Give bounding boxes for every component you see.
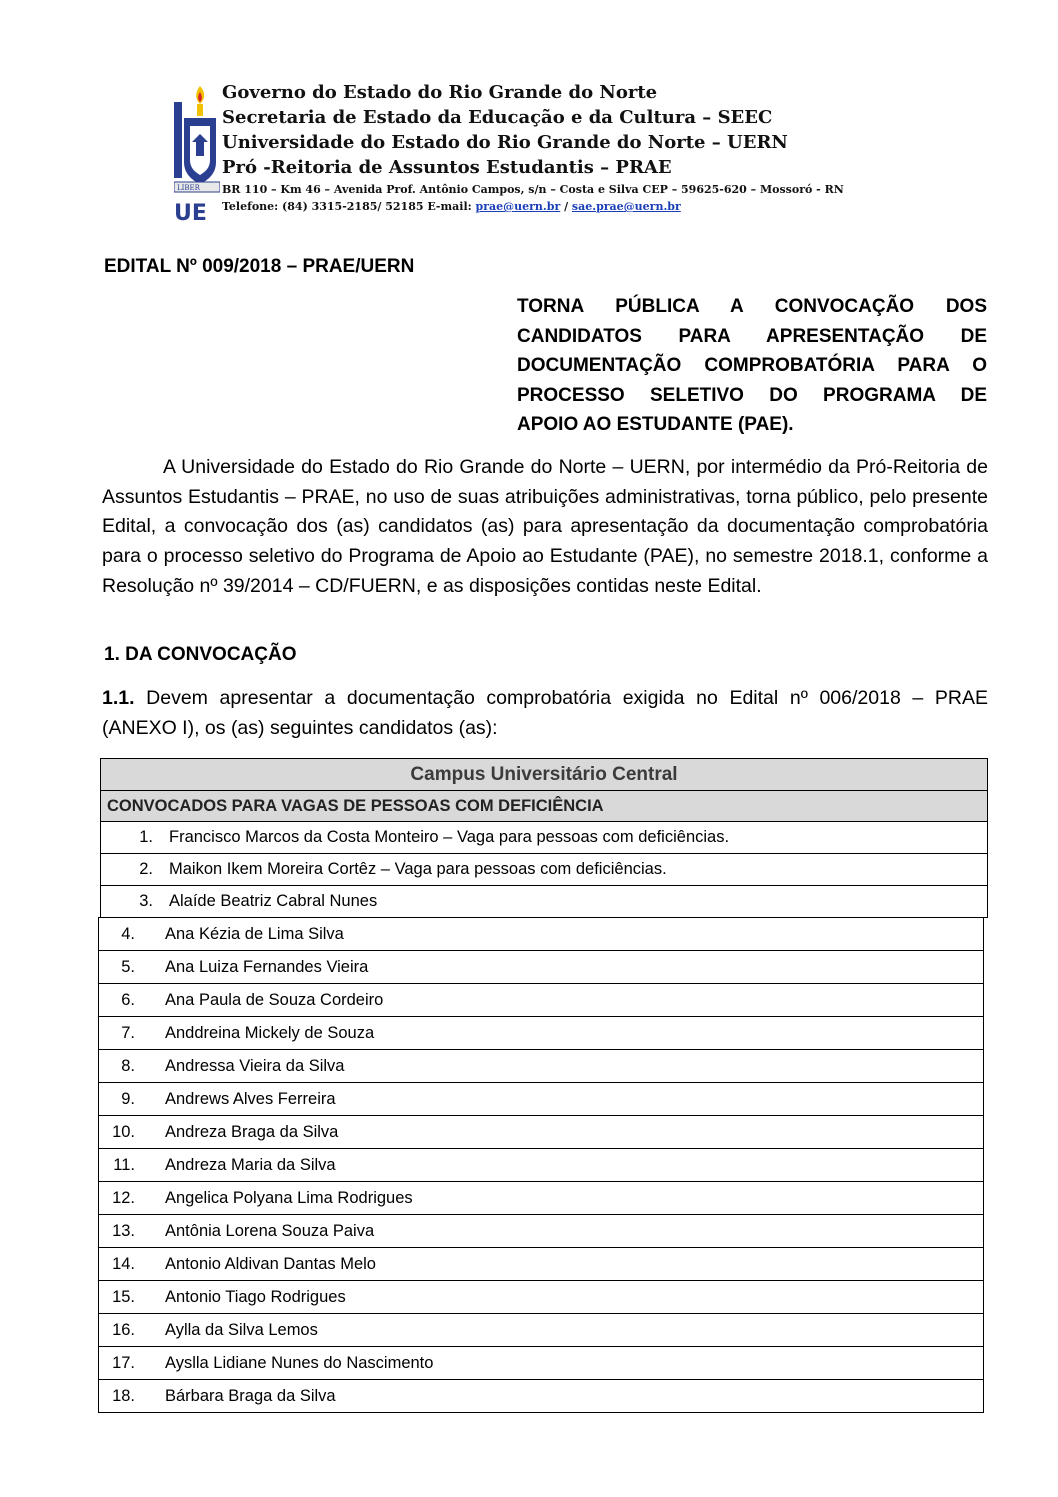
row-number: 9.	[121, 1090, 135, 1108]
phone-text: Telefone: (84) 3315-2185/ 52185 E-mail:	[222, 200, 476, 213]
table-row	[99, 1182, 983, 1215]
edital-title: EDITAL Nº 009/2018 – PRAE/UERN	[104, 256, 415, 277]
row-number: 2.	[139, 860, 153, 878]
candidate-name: Anddreina Mickely de Souza	[165, 1024, 375, 1042]
letterhead-line-3: Universidade do Estado do Rio Grande do Norte – UERN	[222, 132, 788, 153]
row-number: 3.	[139, 892, 153, 910]
row-number: 16.	[112, 1321, 135, 1339]
candidate-name: Ana Paula de Souza Cordeiro	[165, 991, 384, 1009]
logo-banner-text: LIBER	[177, 184, 200, 192]
row-number: 13.	[112, 1222, 135, 1240]
row-number: 7.	[121, 1024, 135, 1042]
summary-line-1: TORNA PÚBLICA A CONVOCAÇÃO DOS	[517, 296, 987, 317]
email-separator: /	[560, 200, 572, 213]
table-row	[99, 1149, 983, 1182]
email-link-sae[interactable]: sae.prae@uern.br	[571, 200, 681, 213]
candidate-name: Francisco Marcos da Costa Monteiro – Vaga para pessoas com deficiências.	[169, 828, 730, 846]
candidate-name: Maikon Ikem Moreira Cortêz – Vaga para pessoas com deficiências.	[169, 860, 667, 878]
intro-text: A Universidade do Estado do Rio Grande do Norte – UERN, por intermédio da Pró-Reitoria de Assuntos Estudantis – PRAE, no uso de suas atribuições administrativas, torna público, pelo presente Edital, a convocação dos (as) candidatos (as) para apresentação da documentação comprobatória para o processo seletivo do Programa de Apoio ao Estudante (PAE), no semestre 2018.1, conforme a Resolução nº 39/2014 – CD/FUERN, e as disposições contidas neste Edital.	[102, 456, 988, 597]
row-number: 11.	[113, 1156, 135, 1174]
candidate-name: Angelica Polyana Lima Rodrigues	[165, 1189, 413, 1207]
candidate-name: Aylla da Silva Lemos	[165, 1321, 318, 1339]
pcd-rows	[101, 822, 987, 918]
table-row	[101, 886, 987, 918]
letterhead-address: BR 110 – Km 46 – Avenida Prof. Antônio Campos, s/n – Costa e Silva CEP – 59625-620 – Mossoró - RN	[222, 183, 844, 196]
table-row	[99, 1017, 983, 1050]
candidate-name: Ana Luiza Fernandes Vieira	[165, 958, 369, 976]
candidate-name: Alaíde Beatriz Cabral Nunes	[169, 892, 378, 910]
convocation-table-rows	[98, 917, 984, 1413]
candidate-name: Bárbara Braga da Silva	[165, 1387, 336, 1405]
table-row	[101, 854, 987, 886]
row-number: 6.	[121, 991, 135, 1009]
candidate-name: Andreza Braga da Silva	[165, 1123, 339, 1141]
edital-summary	[517, 292, 987, 440]
intro-paragraph	[102, 453, 988, 602]
table-row	[99, 1050, 983, 1083]
candidate-name: Andreza Maria da Silva	[165, 1156, 336, 1174]
row-number: 17.	[112, 1354, 135, 1372]
summary-line-2: CANDIDATOS PARA APRESENTAÇÃO DE	[517, 325, 987, 347]
candidate-name: Antônia Lorena Souza Paiva	[165, 1222, 375, 1240]
table-row	[99, 1380, 983, 1413]
candidate-name: Ayslla Lidiane Nunes do Nascimento	[165, 1354, 434, 1372]
uern-logo-icon	[174, 82, 220, 222]
letterhead-contact	[222, 200, 681, 213]
table-row	[99, 1215, 983, 1248]
row-number: 12.	[112, 1189, 135, 1207]
table-row	[99, 984, 983, 1017]
table-row	[99, 918, 983, 951]
candidate-name: Antonio Aldivan Dantas Melo	[165, 1255, 376, 1273]
item-number: 1.1.	[102, 687, 135, 709]
row-number: 8.	[121, 1057, 135, 1075]
item-text: Devem apresentar a documentação comprobatória exigida no Edital nº 006/2018 – PRAE (ANEXO I), os (as) seguintes candidatos (as):	[102, 687, 988, 739]
letterhead-line-2: Secretaria de Estado da Educação e da Cultura – SEEC	[222, 107, 773, 128]
candidate-name: Andrews Alves Ferreira	[165, 1090, 336, 1108]
row-number: 18.	[112, 1387, 135, 1405]
table-row	[99, 1281, 983, 1314]
item-1-1	[102, 684, 988, 743]
row-number: 1.	[139, 828, 153, 846]
row-number: 14.	[112, 1255, 135, 1273]
table-row	[99, 1116, 983, 1149]
row-number: 15.	[112, 1288, 135, 1306]
letterhead-line-1: Governo do Estado do Rio Grande do Norte	[222, 82, 658, 103]
table-row	[99, 1248, 983, 1281]
section-title: 1. DA CONVOCAÇÃO	[104, 644, 297, 665]
table-row	[99, 951, 983, 984]
table-row	[99, 1347, 983, 1380]
row-number: 10.	[112, 1123, 135, 1141]
candidate-name: Ana Kézia de Lima Silva	[165, 925, 344, 943]
table-row	[99, 1083, 983, 1116]
campus-heading: Campus Universitário Central	[101, 759, 987, 791]
table-row	[99, 1314, 983, 1347]
group-heading: CONVOCADOS PARA VAGAS DE PESSOAS COM DEFICIÊNCIA	[101, 791, 987, 822]
convocation-table-header	[100, 758, 988, 918]
email-link-prae[interactable]: prae@uern.br	[475, 200, 561, 213]
row-number: 4.	[121, 925, 135, 943]
candidate-name: Andressa Vieira da Silva	[165, 1057, 345, 1075]
row-number: 5.	[121, 958, 135, 976]
table-row	[101, 822, 987, 854]
logo-letters: UE	[174, 201, 207, 222]
letterhead-line-4: Pró -Reitoria de Assuntos Estudantis – PRAE	[222, 157, 672, 178]
summary-line-4: PROCESSO SELETIVO DO PROGRAMA DE	[517, 384, 987, 406]
summary-line-3: DOCUMENTAÇÃO COMPROBATÓRIA PARA O	[517, 355, 987, 377]
summary-line-5: APOIO AO ESTUDANTE (PAE).	[517, 414, 794, 436]
candidate-name: Antonio Tiago Rodrigues	[165, 1288, 346, 1306]
